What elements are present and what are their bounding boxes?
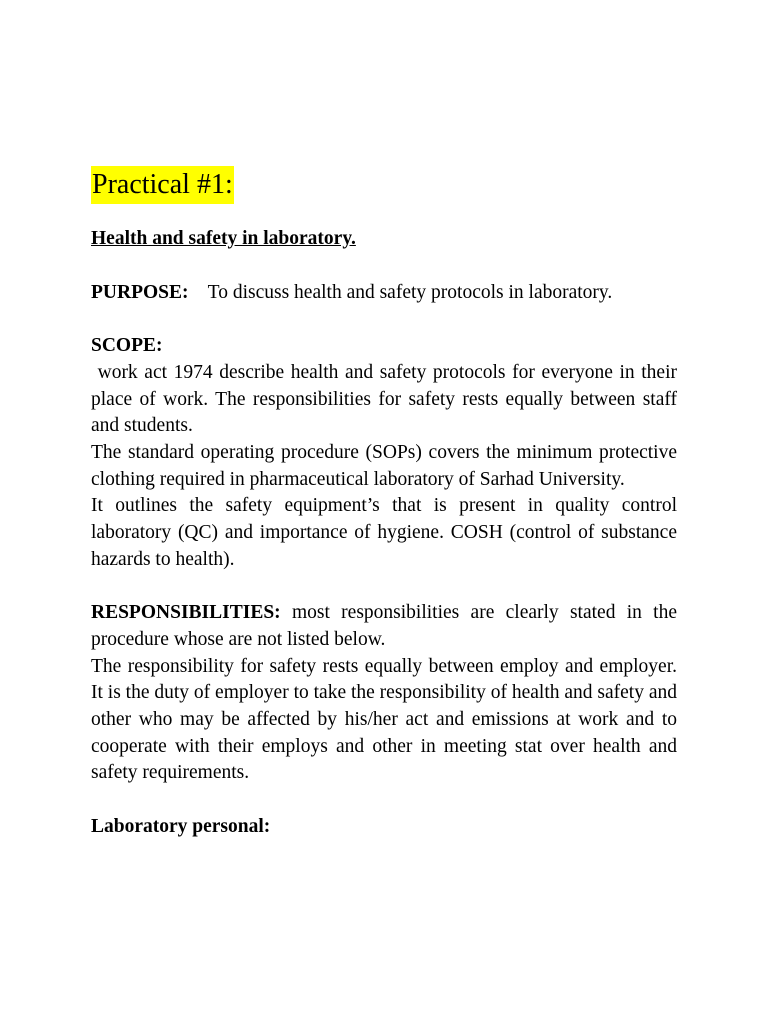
scope-paragraph-3: It outlines the safety equipment’s that is present in quality control laboratory (QC) and importance of hygiene. COSH (control of substance hazards to health). xyxy=(91,495,677,570)
purpose-text: To discuss health and safety protocols in laboratory. xyxy=(207,281,613,303)
responsibilities-label: RESPONSIBILITIES: xyxy=(91,602,281,624)
purpose-label: PURPOSE: xyxy=(91,281,189,303)
spacer xyxy=(91,787,677,814)
responsibilities-intro: most responsibilities are clearly stated in the procedure whose are not listed below. xyxy=(91,602,678,650)
responsibilities-intro-paragraph xyxy=(91,600,677,653)
spacer xyxy=(91,306,677,333)
section-heading: Health and safety in laboratory. xyxy=(91,228,356,249)
purpose-paragraph xyxy=(91,280,677,307)
document-body xyxy=(91,166,682,840)
scope-paragraph-1: work act 1974 describe health and safety protocols for everyone in their place of work. The responsibilities for safety rests equally between staff and students. xyxy=(91,361,682,437)
title-container xyxy=(91,166,677,208)
scope-paragraph-2: The standard operating procedure (SOPs) covers the minimum protective clothing required in pharmaceutical laboratory of Sarhad University. xyxy=(91,441,677,490)
laboratory-personal-label: Laboratory personal: xyxy=(91,815,271,837)
scope-label: SCOPE: xyxy=(91,335,163,357)
spacer xyxy=(91,573,677,600)
responsibilities-paragraph: The responsibility for safety rests equally between employ and employer. It is the duty of employer to take the responsibility of health and safety and other who may be affected by his/her act and emissions at work and to cooperate with their employs and other in meeting stat over health and safety requirements. xyxy=(91,655,677,784)
practical-title: Practical #1: xyxy=(91,166,234,204)
